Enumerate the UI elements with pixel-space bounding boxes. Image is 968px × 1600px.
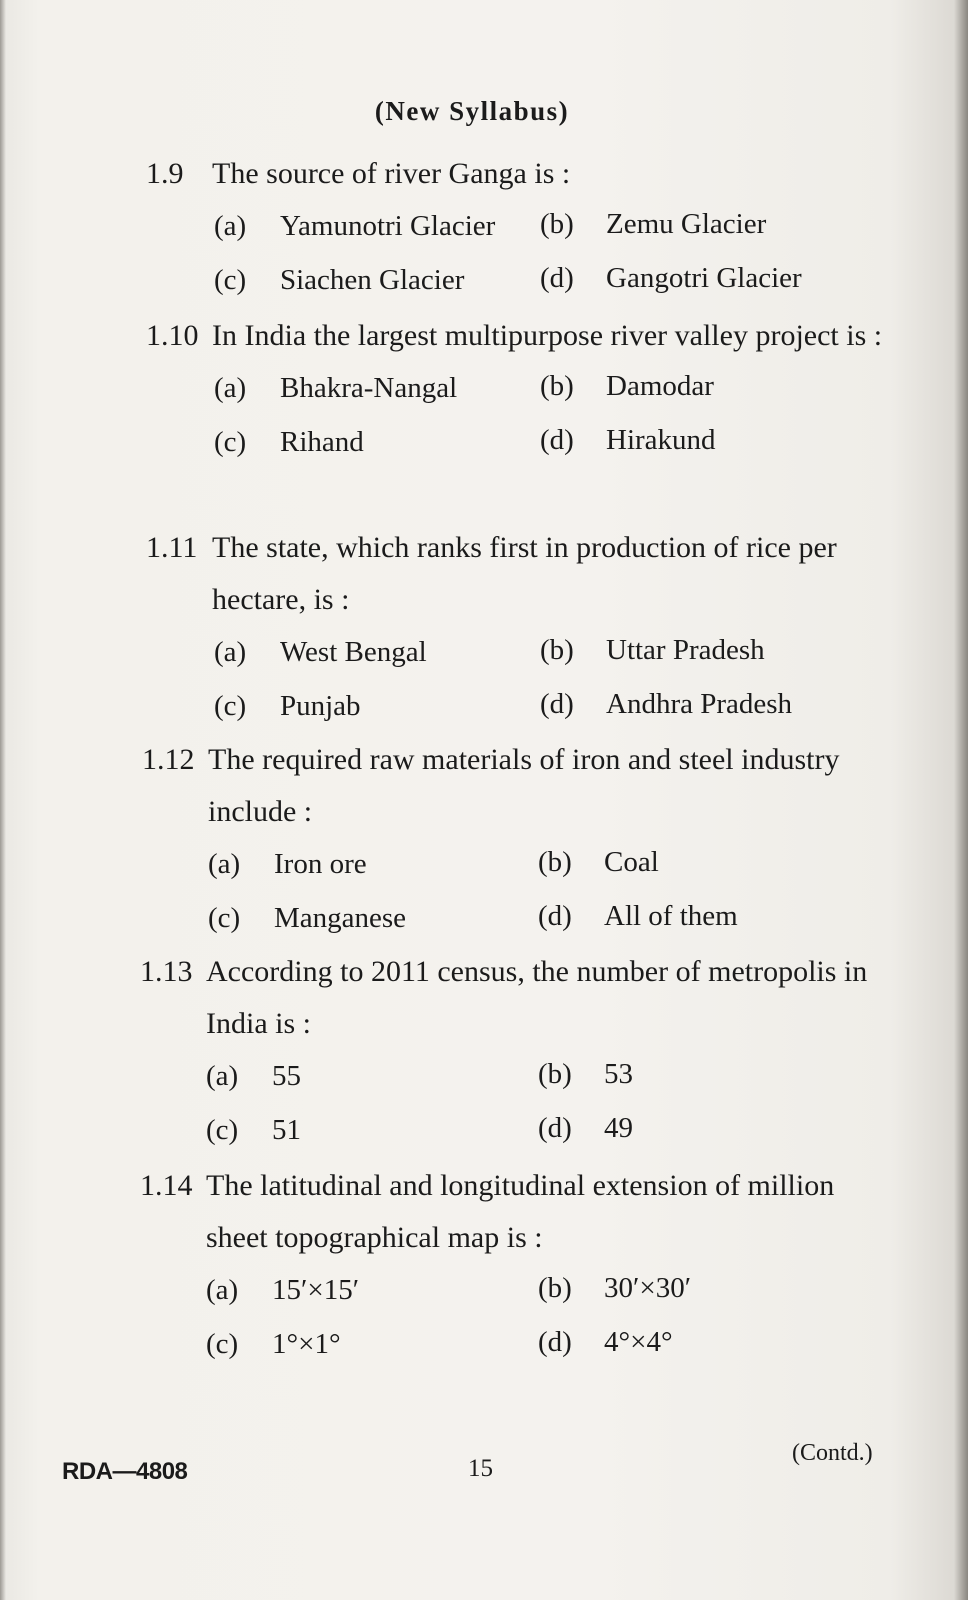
question-1-11 <box>146 522 891 738</box>
option-text: 53 <box>604 1058 633 1090</box>
section-heading-text: (New Syllabus) <box>374 96 570 126</box>
question-text: The state, which ranks first in production of rice per hectare, is : <box>212 531 837 616</box>
option-label: (c) <box>214 690 247 722</box>
option-d <box>538 1108 633 1148</box>
continued-note: (Contd.) <box>792 1440 873 1466</box>
option-label: (b) <box>538 846 572 878</box>
option-text: Damodar <box>606 370 714 402</box>
options <box>146 628 891 738</box>
option-text: 1°×1° <box>272 1328 341 1360</box>
option-label: (c) <box>206 1114 239 1146</box>
option-text: Iron ore <box>274 848 367 880</box>
option-label: (b) <box>540 208 574 240</box>
option-text: Manganese <box>274 902 407 934</box>
question-text: The latitudinal and longitudinal extension of million sheet topographical map is : <box>206 1169 835 1254</box>
option-text: 30′×30′ <box>604 1272 692 1304</box>
option-label: (c) <box>214 426 247 458</box>
option-text: West Bengal <box>280 636 427 668</box>
option-b <box>538 842 659 882</box>
option-text: Andhra Pradesh <box>606 688 793 720</box>
question-text: The required raw materials of iron and steel industry include : <box>208 743 840 828</box>
question-number: 1.10 <box>146 319 199 352</box>
option-text: Rihand <box>280 426 364 458</box>
option-text: 51 <box>272 1114 301 1146</box>
option-text: Gangotri Glacier <box>606 262 802 294</box>
options <box>140 1266 885 1376</box>
option-text: 55 <box>272 1060 301 1092</box>
option-label: (a) <box>214 636 247 668</box>
option-label: (b) <box>538 1058 572 1090</box>
options <box>140 1052 885 1162</box>
option-d <box>540 684 792 724</box>
option-b <box>540 630 765 670</box>
question-1-13 <box>140 946 885 1162</box>
option-label: (a) <box>208 848 241 880</box>
option-b <box>540 366 714 406</box>
option-text: 4°×4° <box>604 1326 673 1358</box>
option-a <box>208 844 367 884</box>
option-label: (a) <box>206 1060 239 1092</box>
option-text: Coal <box>604 846 659 878</box>
option-text: Hirakund <box>606 424 716 456</box>
option-text: Bhakra-Nangal <box>280 372 458 404</box>
option-a <box>206 1056 301 1096</box>
option-text: All of them <box>604 900 738 932</box>
option-label: (b) <box>540 634 574 666</box>
option-text: Siachen Glacier <box>280 264 465 296</box>
option-label: (b) <box>538 1272 572 1304</box>
option-a <box>214 368 457 408</box>
question-1-12 <box>142 734 887 950</box>
option-c <box>214 686 361 726</box>
option-b <box>540 204 766 244</box>
section-heading <box>0 96 968 127</box>
options <box>146 364 891 474</box>
question-number: 1.9 <box>146 157 184 190</box>
question-number: 1.14 <box>140 1169 193 1202</box>
option-text: Zemu Glacier <box>606 208 767 240</box>
option-text: 49 <box>604 1112 633 1144</box>
option-label: (a) <box>214 210 247 242</box>
options <box>146 202 891 312</box>
option-label: (b) <box>540 370 574 402</box>
question-1-14 <box>140 1160 885 1376</box>
option-text: Uttar Pradesh <box>606 634 765 666</box>
option-text: Yamunotri Glacier <box>280 210 496 242</box>
option-label: (c) <box>208 902 241 934</box>
question-number: 1.12 <box>142 743 195 776</box>
option-b <box>538 1268 691 1308</box>
option-c <box>206 1324 341 1364</box>
option-label: (d) <box>540 424 574 456</box>
option-text: 15′×15′ <box>272 1274 360 1306</box>
option-a <box>214 632 427 672</box>
question-text: In India the largest multipurpose river valley project is : <box>212 319 883 352</box>
option-d <box>540 258 802 298</box>
option-d <box>538 1322 673 1362</box>
question-text: The source of river Ganga is : <box>212 157 571 190</box>
question-1-10 <box>146 310 891 474</box>
option-label: (d) <box>540 262 574 294</box>
page-number: 15 <box>468 1455 493 1482</box>
option-b <box>538 1054 633 1094</box>
option-label: (d) <box>538 1112 572 1144</box>
option-label: (d) <box>538 900 572 932</box>
question-1-9 <box>146 148 891 312</box>
option-label: (a) <box>214 372 247 404</box>
option-label: (d) <box>538 1326 572 1358</box>
option-d <box>538 896 738 936</box>
option-c <box>208 898 406 938</box>
option-c <box>214 260 464 300</box>
option-a <box>206 1270 359 1310</box>
option-a <box>214 206 495 246</box>
option-label: (c) <box>214 264 247 296</box>
option-d <box>540 420 716 460</box>
paper-code: RDA—4808 <box>62 1458 188 1485</box>
option-label: (d) <box>540 688 574 720</box>
option-c <box>214 422 364 462</box>
option-c <box>206 1110 301 1150</box>
question-text: According to 2011 census, the number of metropolis in India is : <box>206 955 868 1040</box>
option-label: (a) <box>206 1274 239 1306</box>
options <box>142 840 887 950</box>
question-number: 1.11 <box>146 531 198 564</box>
option-text: Punjab <box>280 690 361 722</box>
option-label: (c) <box>206 1328 239 1360</box>
question-number: 1.13 <box>140 955 193 988</box>
